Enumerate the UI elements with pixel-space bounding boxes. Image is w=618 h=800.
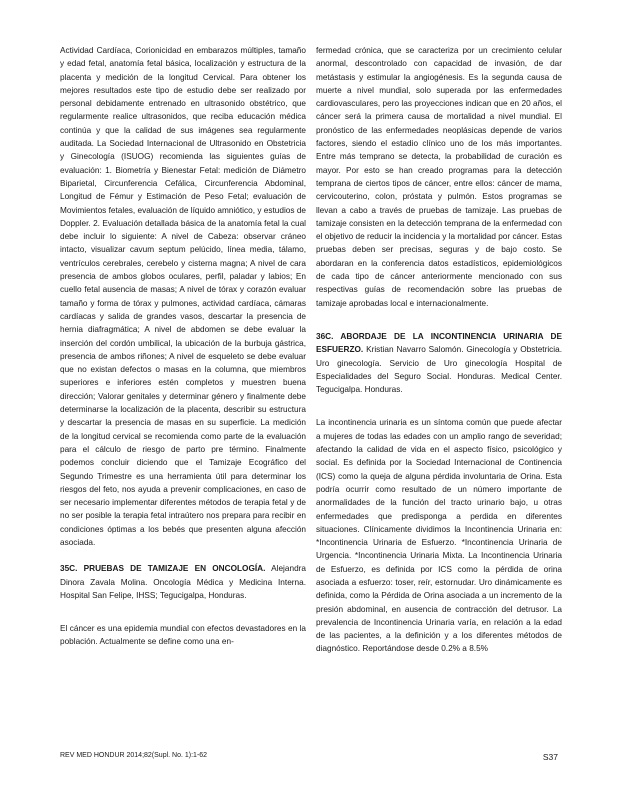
- body-paragraph: El cáncer es una epidemia mundial con efectos devastadores en la población. Actualmente se define como una en-: [60, 624, 306, 647]
- section-authors: Alejandra Dinora Zavala Molina. Oncología Médica y Medicina Interna. Hospital San Felipe, IHSS; Tegucigalpa, Honduras.: [60, 564, 306, 600]
- section-heading-36c: [316, 330, 562, 396]
- section-heading-35c: [60, 562, 306, 602]
- section-title: 35C. PRUEBAS DE TAMIZAJE EN ONCOLOGÍA.: [60, 564, 266, 574]
- left-column: [60, 44, 306, 649]
- section-authors: Kristian Navarro Salomón. Ginecología y Obstetricia. Uro ginecología. Servicio de Uro ginecología Hospital de Especialidades del Seguro Social. Honduras. Medical Center. Tegucigalpa. Honduras.: [316, 345, 562, 395]
- body-paragraph: fermedad crónica, que se caracteriza por un crecimiento celular anormal, descontrolado con capacidad de invasión, de dar metástasis y estimular la angiogénesis. Es la segunda causa de muerte a nivel mundial, solo superada por las enfermedades cardiovasculares, pero las proyecciones indican que en 20 años, el cáncer será la primera causa de mortalidad a nivel mundial. El pronóstico de las enfermedades neoplásicas depende de varios factores, siendo el estadio clínico uno de los más importantes. Entre más temprano se detecta, la probabilidad de curación es mayor. Por esto se han creado programas para la detección temprana de ciertos tipos de cáncer, entre ellos: cáncer de mama, cervicouterino, colon, próstata y pulmón. Estos programas se llevan a cabo a través de pruebas de tamizaje. Las pruebas de tamizaje consisten en la detección temprana de la enfermedad con el objetivo de reducir la incidencia y la mortalidad por cáncer. Estas pruebas deben ser precisas, seguras y de bajo costo. Se abordaran en la conferencia datos estadísticos, epidemiológicos de cada tipo de cáncer anteriormente mencionado con sus respectivas guías de recomendación sobre las pruebas de tamizaje aprobadas local e internacionalmente.: [316, 46, 562, 308]
- page-number: S37: [542, 752, 558, 762]
- section-title: 36C. ABORDAJE DE LA INCONTINENCIA URINARIA DE ESFUERZO.: [316, 331, 562, 355]
- body-paragraph: La incontinencia urinaria es un síntoma común que puede afectar a mujeres de todas las edades con un amplio rango de severidad; afectando la calidad de vida en el aspecto físico, psicológico y social. Es definida por la Sociedad Internacional de Continencia (ICS) como la queja de alguna pérdida involuntaria de Orina. Esta podría ocurrir como resultado de un número importante de anormalidades de la función del tracto urinario bajo, u otras enfermedades que predisponga a perdida en diferentes situaciones. Clínicamente dividimos la Incontinencia Urinaria en: *Incontinencia Urinaria de Esfuerzo. *Incontinencia Urinaria de Urgencia. *Incontinencia Urinaria Mixta. La Incontinencia Urinaria de Esfuerzo, es definida por ICS como la pérdida de orina asociada a esfuerzo: toser, reír, estornudar. Uro dinámicamente es definida, como la Pérdida de Orina asociada a un incremento de la presión abdominal, en ausencia de contracción del detrusor. La prevalencia de Incontinencia Urinaria varía, en relación a la edad de las pacientes, a la definición y a los diferentes métodos de diagnóstico. Reportándose desde 0.2% a 8.5%: [316, 418, 562, 654]
- right-column: [316, 44, 562, 656]
- page-footer: [60, 752, 558, 762]
- journal-citation: REV MED HONDUR 2014;82(Supl. No. 1):1-62: [60, 752, 208, 759]
- body-paragraph: Actividad Cardíaca, Corionicidad en embarazos múltiples, tamaño y edad fetal, anatomía fetal básica, localización y estructura de la placenta y medición de la longitud Cervical. Para obtener los mejores resultados este tipo de estudio debe ser realizado por personal debidamente entrenado en ultrasonido obstétrico, que regularmente realice ultrasonidos, que reciba educación médica continúa y que la calidad de sus imágenes sea regularmente auditada. La Sociedad Internacional de Ultrasonido en Obstetricia y Ginecología (ISUOG) recomienda las siguientes guías de evaluación: 1. Biometría y Bienestar Fetal: medición de Diámetro Biparietal, Circunferencia Cefálica, Circunferencia Abdominal, Longitud de Fémur y Estimación de Peso Fetal; evaluación de Movimientos fetales, evaluación de líquido amniótico, y estudios de Doppler. 2. Evaluación detallada básica de la anatomía fetal la cual debe incluir lo siguiente: A nivel de Cabeza: observar cráneo intacto, visualizar cavum septum pelúcido, línea media, tálamo, ventrículos cerebrales, cerebelo y cisterna magna; A nivel de cara presencia de ambos globos oculares, perfil, paladar y labios; En cuello fetal ausencia de masas; A nivel de tórax y corazón evaluar tamaño y forma de tórax y pulmones, actividad cardíaca, cámaras cardíacas y salida de grandes vasos, descartar la presencia de hernia diafragmática; A nivel de abdomen se debe evaluar la inserción del cordón umbilical, la ubicación de la burbuja gástrica, presencia de ambos riñones; A nivel de esqueleto se debe evaluar que no existan defectos o masas en la columna, que miembros superiores e inferiores estén completos y muestren buena dirección; Valorar genitales y determinar género y finalmente debe determinarse la localización de la placenta, describir su estructura y descartar la presencia de masas en su superficie. La medición de la longitud cervical se recomienda como parte de la evaluación para el cálculo de riesgo de parto pre término. Finalmente podemos concluir diciendo que el Tamizaje Ecográfico del Segundo Trimestre es una herramienta útil para determinar los riesgos del feto, nos ayuda a prevenir complicaciones, en caso de ser necesario implementar diferentes métodos de terapia fetal y de no ser posible la terapia fetal intraútero nos prepara para recibir en condiciones óptimas a los bebés que presenten alguna afección asociada.: [60, 46, 306, 547]
